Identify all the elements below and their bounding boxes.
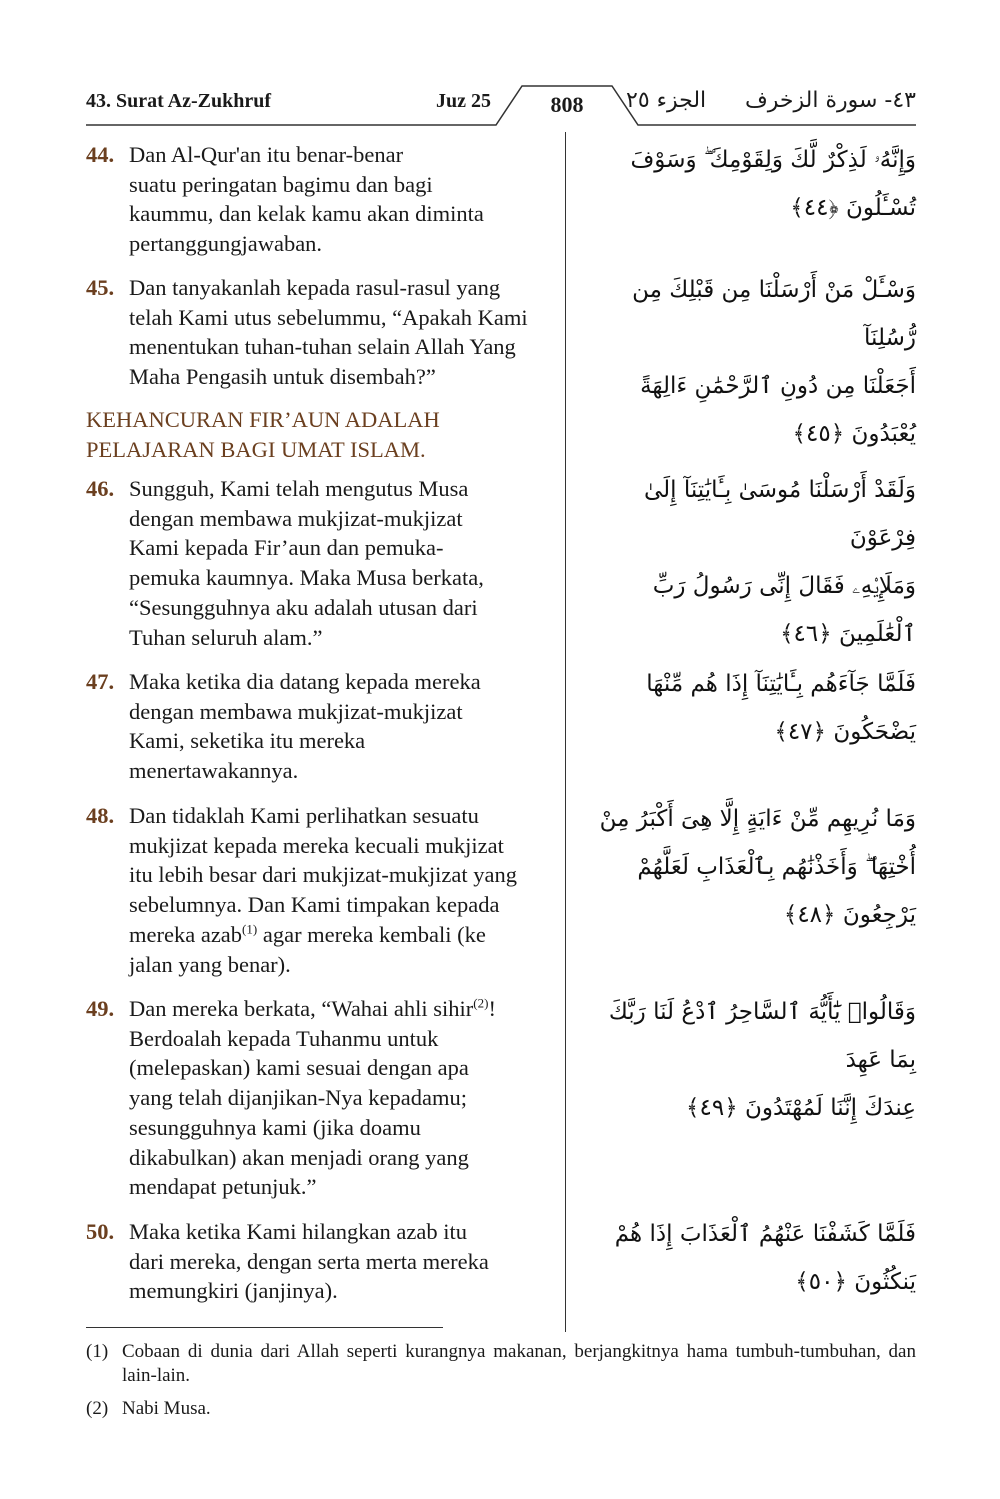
text-line: menertawakannya. <box>129 758 299 784</box>
text-line: Sungguh, Kami telah mengutus Musa <box>129 476 469 501</box>
text-line: mukjizat kepada mereka kecuali mukjizat <box>129 832 504 858</box>
footnote-number: (2) <box>86 1398 109 1419</box>
verse-number: 48. <box>86 803 115 828</box>
text-line: (melepaskan) kami sesuai dengan apa <box>129 1055 469 1081</box>
text-line: kaummu, dan kelak kamu akan diminta <box>129 201 484 227</box>
text-line <box>129 920 560 950</box>
footnote-text: Cobaan di dunia dari Allah seperti kurangnya makanan, berjangkitnya hama tumbuh-tumbuhan, dan lain-lain. <box>122 1341 916 1386</box>
text-line: Maka ketika dia datang kepada mereka <box>129 669 481 694</box>
page-header <box>86 78 916 128</box>
arabic-surah-title: ٤٣- سورة الزخرف <box>744 88 916 113</box>
text-line: itu lebih besar dari mukjizat-mukjizat yang <box>129 862 518 888</box>
arabic-line: فَلَمَّا جَآءَهُم بِـَٔايَٰتِنَآ إِذَا هُم مِّنْهَا يَضْحَكُونَ ﴿٤٧﴾ <box>646 671 916 745</box>
verse-number: 47. <box>86 669 115 694</box>
arabic-line: وَإِنَّهُۥ لَذِكْرٌ لَّكَ وَلِقَوْمِكَ ۖ وَسَوْفَ تُسْـَٔلُونَ ﴿٤٤﴾ <box>630 147 916 221</box>
page-number: 808 <box>550 92 584 117</box>
verse-46-translation <box>86 474 560 652</box>
arabic-line: وَمَا نُرِيهِم مِّنْ ءَايَةٍ إِلَّا هِىَ أَكْبَرُ مِنْ <box>599 806 916 832</box>
verse-45-translation <box>86 273 560 392</box>
heading-line: PELAJARAN BAGI UMAT ISLAM. <box>86 436 426 462</box>
text-segment: Dan mereka berkata, “Wahai ahli sihir <box>129 996 474 1021</box>
footnote-ref-1: (1) <box>242 921 258 937</box>
text-line: sebelumnya. Dan Kami timpakan kepada <box>129 892 500 918</box>
text-line: dikabulkan) akan menjadi orang yang <box>129 1144 469 1170</box>
verse-45-arabic <box>581 266 916 458</box>
arabic-line: أُخْتِهَا ۖ وَأَخَذْنَٰهُم بِٱلْعَذَابِ لَعَلَّهُمْ <box>637 854 916 880</box>
arabic-line: وَمَلَإِي۟هِۦ فَقَالَ إِنِّى رَسُولُ رَبِّ ٱلْعَٰلَمِينَ ﴿٤٦﴾ <box>652 573 916 647</box>
footnote-text: Nabi Musa. <box>122 1398 211 1419</box>
arabic-line: يَنكُثُونَ ﴿٥٠﴾ <box>795 1269 916 1295</box>
text-line: Kami, seketika itu mereka <box>129 728 366 754</box>
text-segment: mereka azab <box>129 921 243 947</box>
text-segment: ! <box>488 996 496 1021</box>
verse-48-arabic <box>581 795 916 939</box>
text-line: menentukan tuhan-tuhan selain Allah Yang <box>129 334 516 360</box>
text-line: suatu peringatan bagimu dan bagi <box>129 171 433 197</box>
text-line: Maka ketika Kami hilangkan azab itu <box>129 1219 468 1244</box>
text-line: pertanggungjawaban. <box>129 231 323 257</box>
text-line: Dan Al-Qur'an itu benar-benar <box>129 142 404 167</box>
arabic-line: أَجَعَلْنَا مِن دُونِ ٱلرَّحْمَٰنِ ءَالِهَةً يُعْبَدُونَ ﴿٤٥﴾ <box>640 373 916 447</box>
arabic-line: فَلَمَّا كَشَفْنَا عَنْهُمُ ٱلْعَذَابَ إِذَا هُمْ <box>614 1221 916 1247</box>
verse-48-translation <box>86 801 560 979</box>
juz-label: Juz 25 <box>436 90 491 112</box>
verse-47-translation <box>86 667 560 786</box>
arabic-line: وَسْـَٔلْ مَنْ أَرْسَلْنَا مِن قَبْلِكَ مِن رُّسُلِنَآ <box>632 277 916 351</box>
verse-46-arabic <box>581 466 916 658</box>
footnote-2 <box>86 1397 916 1421</box>
text-line: dengan membawa mukjizat-mukjizat <box>129 698 463 724</box>
verse-number: 50. <box>86 1219 115 1244</box>
arabic-line: عِندَكَ إِنَّنَا لَمُهْتَدُونَ ﴿٤٩﴾ <box>686 1095 916 1121</box>
footnote-rule <box>86 1327 443 1328</box>
text-line: dari mereka, dengan serta merta mereka <box>129 1248 489 1274</box>
text-line: Dan tidaklah Kami perlihatkan sesuatu <box>129 803 479 828</box>
verse-49-arabic <box>581 988 916 1132</box>
text-line: sesungguhnya kami (jika doamu <box>129 1114 421 1140</box>
text-line: Tuhan seluruh alam.” <box>129 624 323 650</box>
verse-44-translation <box>86 140 560 259</box>
text-line <box>129 994 560 1024</box>
text-line: jalan yang benar). <box>129 951 291 977</box>
text-line: mendapat petunjuk.” <box>129 1174 317 1200</box>
footnote-number: (1) <box>86 1341 109 1362</box>
verse-44-arabic <box>581 136 916 232</box>
verse-number: 46. <box>86 476 115 501</box>
arabic-juz-label: الجزء ٢٥ <box>626 88 707 113</box>
text-line: Maha Pengasih untuk disembah?” <box>129 364 436 390</box>
text-line: memungkiri (janjinya). <box>129 1278 338 1304</box>
text-line: Kami kepada Fir’aun dan pemuka- <box>129 535 444 561</box>
text-line: telah Kami utus sebelummu, “Apakah Kami <box>129 304 528 330</box>
text-segment: agar mereka kembali (ke <box>257 921 486 947</box>
arabic-line: وَلَقَدْ أَرْسَلْنَا مُوسَىٰ بِـَٔايَٰتِنَآ إِلَىٰ فِرْعَوْنَ <box>643 477 916 551</box>
verse-49-translation <box>86 994 560 1202</box>
verse-number: 49. <box>86 996 115 1021</box>
text-line: Berdoalah kepada Tuhanmu untuk <box>129 1025 439 1051</box>
text-line: pemuka kaumnya. Maka Musa berkata, <box>129 565 484 591</box>
verse-number: 45. <box>86 275 115 300</box>
verse-50-arabic <box>581 1210 916 1306</box>
text-line: “Sesungguhnya aku adalah utusan dari <box>129 594 478 620</box>
heading-line: KEHANCURAN FIR’AUN ADALAH <box>86 407 440 432</box>
verse-47-arabic <box>581 660 916 756</box>
column-divider <box>565 132 566 1332</box>
verse-number: 44. <box>86 142 115 167</box>
footnote-1 <box>86 1340 916 1388</box>
verse-50-translation <box>86 1217 560 1306</box>
arabic-line: وَقَالُوا۟ يَٰٓأَيُّهَ ٱلسَّاحِرُ ٱدْعُ لَنَا رَبَّكَ بِمَا عَهِدَ <box>608 999 916 1073</box>
text-line: Dan tanyakanlah kepada rasul-rasul yang <box>129 275 501 300</box>
text-line: yang telah dijanjikan-Nya kepadamu; <box>129 1085 468 1111</box>
arabic-line: يَرْجِعُونَ ﴿٤٨﴾ <box>783 902 916 928</box>
surah-title: 43. Surat Az-Zukhruf <box>86 90 272 112</box>
footnote-ref-2: (2) <box>473 995 489 1011</box>
text-line: dengan membawa mukjizat-mukjizat <box>129 505 463 531</box>
section-heading <box>86 405 560 464</box>
